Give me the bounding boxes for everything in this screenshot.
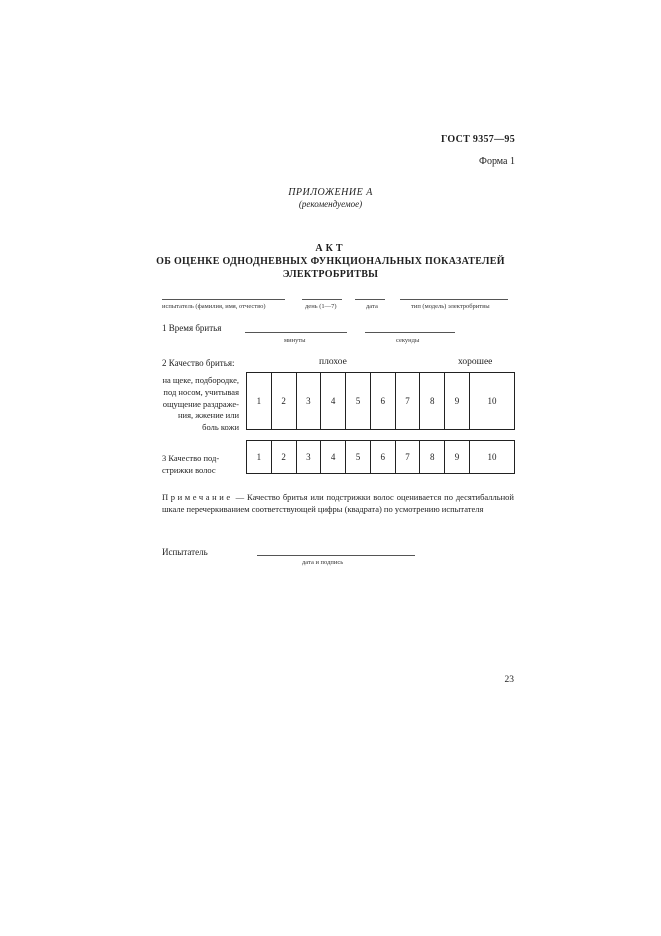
tester-caption: испытатель (фамилия, имя, отчество) xyxy=(162,303,266,310)
date-field[interactable] xyxy=(355,299,385,300)
description-line: ния, жжение или xyxy=(178,410,239,421)
signature-field[interactable] xyxy=(257,555,415,556)
score-cell-1[interactable]: 1 xyxy=(247,373,272,430)
day-caption: день (1—7) xyxy=(305,303,337,310)
score-cell-8[interactable]: 8 xyxy=(420,373,445,430)
scale-good-label: хорошее xyxy=(458,357,493,367)
note-paragraph xyxy=(162,492,514,515)
score-cell-2[interactable]: 2 xyxy=(271,441,296,474)
scale-bad-label: плохое xyxy=(319,357,347,367)
shave-quality-scale xyxy=(246,372,515,430)
seconds-field[interactable] xyxy=(365,332,455,333)
score-cell-5[interactable]: 5 xyxy=(346,373,371,430)
score-cell-6[interactable]: 6 xyxy=(370,441,395,474)
standard-number: ГОСТ 9357—95 xyxy=(440,134,515,145)
appendix-title: ПРИЛОЖЕНИЕ А xyxy=(288,187,373,198)
tester-name-field[interactable] xyxy=(162,299,285,300)
minutes-field[interactable] xyxy=(245,332,347,333)
score-cell-4[interactable]: 4 xyxy=(321,441,346,474)
razor-type-caption: тип (модель) электробритвы xyxy=(411,303,490,310)
form-number: Форма 1 xyxy=(479,156,515,167)
haircut-quality-label xyxy=(162,453,219,476)
score-cell-6[interactable]: 6 xyxy=(370,373,395,430)
doc-title-line3: ЭЛЕКТРОБРИТВЫ xyxy=(282,269,379,280)
score-cell-3[interactable]: 3 xyxy=(296,441,321,474)
description-line: на щеке, подбородке, xyxy=(162,375,239,385)
description-line: под носом, учитывая xyxy=(163,386,239,397)
shave-quality-label: 2 Качество бритья: xyxy=(162,358,235,368)
score-cell-7[interactable]: 7 xyxy=(395,373,420,430)
page-number: 23 xyxy=(504,675,514,685)
score-cell-10[interactable]: 10 xyxy=(469,441,514,474)
signature-caption: дата и подпись xyxy=(302,559,344,566)
doc-title-line2: ОБ ОЦЕНКЕ ОДНОДНЕВНЫХ ФУНКЦИОНАЛЬНЫХ ПОКАЗАТЕЛЕЙ xyxy=(156,256,505,267)
description-line: ощущение раздраже- xyxy=(162,398,239,409)
shave-quality-description xyxy=(139,375,239,434)
score-cell-1[interactable]: 1 xyxy=(247,441,272,474)
score-cell-9[interactable]: 9 xyxy=(445,373,470,430)
date-caption: дата xyxy=(366,303,378,310)
appendix-subtitle: (рекомендуемое) xyxy=(298,199,363,209)
score-cell-9[interactable]: 9 xyxy=(445,441,470,474)
minutes-caption: минуты xyxy=(284,337,306,344)
haircut-quality-scale xyxy=(246,440,515,474)
note-prefix: Примечание xyxy=(162,492,233,502)
day-field[interactable] xyxy=(302,299,342,300)
score-cell-4[interactable]: 4 xyxy=(321,373,346,430)
note-text: — Качество бритья или подстрижки волос оценивается по десятибалльной шкале перечеркиванием соответствующей цифры (квадрата) по усмотрению испытателя xyxy=(162,492,514,514)
haircut-label-line: стрижки волос xyxy=(162,464,216,475)
score-cell-2[interactable]: 2 xyxy=(271,373,296,430)
score-cell-3[interactable]: 3 xyxy=(296,373,321,430)
score-cell-10[interactable]: 10 xyxy=(469,373,514,430)
doc-title-act: АКТ xyxy=(315,243,346,254)
score-cell-8[interactable]: 8 xyxy=(420,441,445,474)
shave-time-label: 1 Время бритья xyxy=(162,323,222,333)
score-cell-5[interactable]: 5 xyxy=(346,441,371,474)
signature-label: Испытатель xyxy=(162,547,208,557)
haircut-label-line: 3 Качество под- xyxy=(162,453,220,463)
razor-type-field[interactable] xyxy=(400,299,508,300)
score-cell-7[interactable]: 7 xyxy=(395,441,420,474)
description-line: боль кожи xyxy=(202,422,239,433)
seconds-caption: секунды xyxy=(396,337,420,344)
